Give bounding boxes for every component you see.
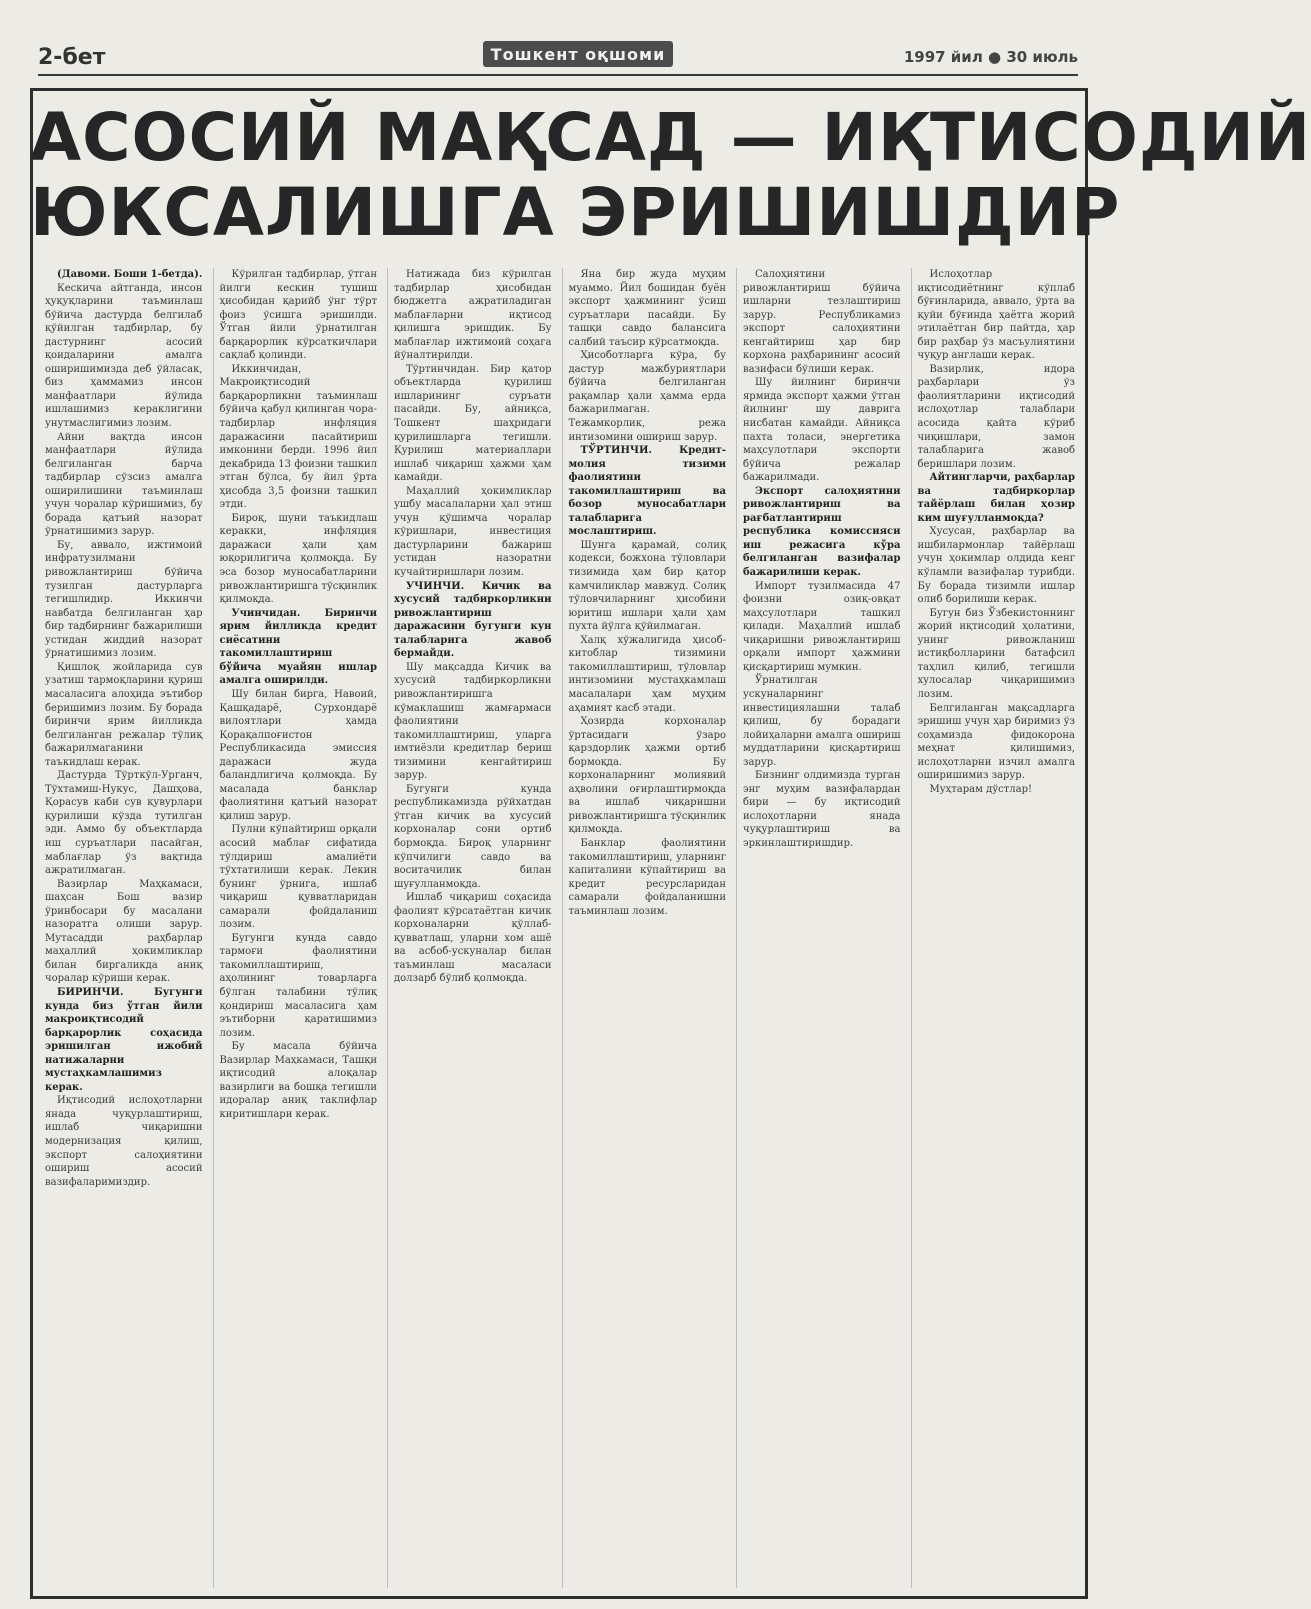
paragraph: Дастурда Тўрткўл-Урганч, Тўхтамиш-Нукус, Дашҳова, Қорасув каби сув қувурлари қурилиши кўзда тутилган эди. Аммо бу объектларда иш суръатлари пасайган, маблағлар ўз вақтида ажратилмаган. <box>45 770 203 877</box>
paragraph: Ишлаб чиқариш соҳасида фаолият кўрсатаётган кичик корхоналарни қўллаб-қувватлаш, уларни хом ашё ва асбоб-ускуналар билан таъминлаш масаласи долзарб бўлиб қолмоқда. <box>394 892 552 985</box>
paragraph: Бугунги кунда республикамизда рўйхатдан ўтган кичик ва хусусий корхоналар сони ортиб бормоқда. Бироқ уларнинг кўпчилиги савдо ва воситачилик билан шуғулланмоқда. <box>394 783 552 890</box>
paragraph: Ҳисоботларга кўра, бу дастур мажбуриятлари бўйича белгиланган рақамлар ҳали ҳамма ерда бажарилмаган. Тежамкорлик, режа интизомини ошириш зарур. <box>568 350 726 443</box>
paragraph: Кескича айтганда, инсон ҳуқуқларини таъминлаш бўйича дастурда белгилаб қўйилган тадбирлар, бу дастурнинг асосий қоидаларини амалга оширишимизда деб ўйласак, биз ҳаммамиз инсон манфаатлари йўлида ишлашимиз кераклигини унутмаслигимиз лозим. <box>45 282 203 430</box>
paragraph: Қишлоқ жойларида сув узатиш тармоқларини қуриш масаласига алоҳида эътибор беришимиз лозим. Бу борада биринчи ярим йилликда белгиланган режалар тўлиқ бажарилмаганини таъкидлаш керак. <box>45 661 203 768</box>
paragraph: Бироқ, шуни таъкидлаш керакки, инфляция даражаси ҳали ҳам юқорилигича қолмоқда. Бу эса бозор муносабатларини ривожлантиришга тўсқинлик қилмоқда. <box>219 512 378 606</box>
paragraph: Шу мақсадда Кичик ва хусусий тадбиркорликни ривожлантиришга кўмаклашиш жамғармаси фаолиятини такомиллаштириш, уларга имтиёзли кредитлар бериш тизимини кенгайтириш зарур. <box>394 661 552 782</box>
text-column-1 <box>45 268 203 1588</box>
paragraph: Ҳозирда корхоналар ўртасидаги ўзаро қарздорлик ҳажми ортиб бормоқда. Бу корхоналарнинг молиявий аҳволини оғирлаштирмоқда ва ишлаб чиқаришни ривожлантиришга тўсқинлик қилмоқда. <box>568 716 727 836</box>
paragraph: Пулни кўпайтириш орқали асосий маблағ сифатида тўлдириш амалиёти тўхтатилиши керак. Лекин бунинг ўрнига, ишлаб чиқариш қувватларидан самарали фойдаланиш лозим. <box>219 824 377 931</box>
paragraph: Хусусан, раҳбарлар ва ишбилармонлар тайёрлаш учун ҳокимлар олдида кенг кўламли вазифалар турибди. Бу борада тизимли ишлар олиб борилиши керак. <box>917 526 1075 606</box>
paragraph: Айни вақтда инсон манфаатлари йўлида белгиланган барча тадбирлар сўзсиз амалга оширилишини таъминлаш учун чоралар кўришимиз, бу борада қатъий назорат ўрнатишимиз зарур. <box>45 431 203 538</box>
paragraph: Маҳаллий ҳокимликлар ушбу масалаларни ҳал этиш учун қўшимча чоралар кўришлари, инвестиция дастурларини бажариш устидан назоратни кучайтиришлари лозим. <box>394 485 552 579</box>
text-column-2 <box>213 268 378 1588</box>
paragraph: Импорт тузилмасида 47 фоизни озиқ-овқат маҳсулотлари ташкил қилади. Маҳаллий ишлаб чиқаришни ривожлантириш орқали импорт ҳажмини қисқартириш мумкин. <box>743 580 901 673</box>
text-column-3 <box>387 268 552 1588</box>
bold-paragraph: БИРИНЧИ. Бугунги кунда биз ўтган йили макроиқтисодий барқарорлик соҳасида эришилган ижобий натижаларни мустаҳкамлашимиз керак. <box>45 986 203 1093</box>
paragraph: Шунга қарамай, солиқ кодекси, божхона тўловлари тизимида ҳам бир қатор камчиликлар мавжуд. Солиқ тўловчиларнинг ҳисобини юритиш ишлари ҳали ҳам пухта йўлга қўйилмаган. <box>568 539 726 633</box>
masthead-text: Тошкент оқшоми <box>490 44 666 64</box>
bold-paragraph: Экспорт салоҳиятини ривожлантириш ва рағбатлантириш республика комиссияси иш режасига кўра белгиланган вазифалар бажарилиши керак. <box>743 485 901 579</box>
paragraph: Бугунги кунда савдо тармоғи фаолиятини такомиллаштириш, аҳолининг товарларга бўлган талабини тўлиқ қондириш масаласига ҳам эътиборни қаратишимиз лозим. <box>219 932 377 1039</box>
article-body <box>45 268 1075 1588</box>
paragraph: Вазирлар Маҳкамаси, шаҳсан Бош вазир ўринбосари бу масалани назоратга олиши зарур. Мутасадди раҳбарлар маҳаллий ҳокимликлар билан биргаликда аниқ чоралар кўриши керак. <box>45 878 203 985</box>
paragraph: Шу йилнинг биринчи ярмида экспорт ҳажми ўтган йилнинг шу даврига нисбатан камайди. Айниқса пахта толаси, энергетика маҳсулотлари экспорти бўйича режалар бажарилмади. <box>743 377 901 484</box>
paragraph: Салоҳиятини ривожлантириш бўйича ишларни тезлаштириш зарур. Республикамиз экспорт салоҳиятини кенгайтириш ҳар бир корхона раҳбарининг асосий вазифаси бўлиши керак. <box>743 269 901 375</box>
closing-line: Муҳтарам дўстлар! <box>929 783 1032 795</box>
paragraph: Белгиланган мақсадларга эришиш учун ҳар биримиз ўз соҳамизда фидокорона меҳнат қилишимиз, ислоҳотларни изчил амалга оширишимиз зарур. <box>917 702 1075 782</box>
paragraph: Бу, аввало, ижтимоий инфратузилмани ривожлантириш бўйича тузилган дастурларга тегишлидир. Иккинчи навбатда белгиланган ҳар бир тадбирнинг бажарилиши устидан жиддий назорат ўрнатишимиз лозим. <box>45 539 203 660</box>
paragraph: Вазирлик, идора раҳбарлари ўз фаолиятларини иқтисодий ислоҳотлар талаблари асосида қайта кўриб чиқишлари, замон талабларига жавоб беришлари лозим. <box>917 363 1075 470</box>
paragraph: Иқтисодий ислоҳотларни янада чуқурлаштириш, ишлаб чиқаришни модернизация қилиш, экспорт салоҳиятини ошириш асосий вазифаларимиздир. <box>45 1095 203 1188</box>
headline-line-1: АСОСИЙ МАҚСАД — ИҚТИСОДИЙ <box>30 99 1311 176</box>
headline-line-2: ЮКСАЛИШГА ЭРИШИШДИР <box>30 174 1121 251</box>
page-number: 2-бет <box>38 44 106 70</box>
page-header <box>38 40 1078 76</box>
bold-paragraph: Айтингларчи, раҳбарлар ва тадбиркорлар тайёрлаш билан ҳозир ким шуғулланмоқда? <box>917 472 1075 524</box>
paragraph: Ўрнатилган ускуналарнинг инвестициялашни талаб қилиш, бу борадаги лойиҳаларни амалга ошириш муддатларини қисқартириш зарур. <box>743 675 901 768</box>
text-column-6 <box>911 268 1076 1588</box>
continuation-note: (Давоми. Боши 1-бетда). <box>57 269 203 280</box>
paragraph: Яна бир жуда муҳим муаммо. Йил бошидан буён экспорт ҳажмининг ўсиш суръатлари пасайди. Бу ташқи савдо балансига салбий таъсир кўрсатмоқда. <box>568 269 726 348</box>
paragraph: Банклар фаолиятини такомиллаштириш, уларнинг капиталини кўпайтириш ва кредит ресурсларидан самарали фойдаланишни таъминлаш лозим. <box>568 837 726 917</box>
text-column-4 <box>562 268 727 1588</box>
masthead-logo <box>483 41 673 67</box>
bold-paragraph: ТЎРТИНЧИ. Кредит-молия тизими фаолиятини такомиллаштириш ва бозор муносабатлари талабларига мослаштириш. <box>568 445 726 538</box>
paragraph: Халқ хўжалигида ҳисоб-китоблар тизимини такомиллаштириш, тўловлар интизомини мустаҳкамлаш масалалари ҳам муҳим аҳамият касб этади. <box>568 634 726 714</box>
paragraph: Кўрилган тадбирлар, ўтган йилги кескин тушиш ҳисобидан қарийб ўнг тўрт фоиз ўсишга эришилди. Ўтган йили ўрнатилган барқарорлик кўрсаткичлари сақлаб қолинди. <box>219 269 377 362</box>
article-headline <box>30 99 1311 251</box>
paragraph: Иккинчидан, Макроиқтисодий барқарорликни таъминлаш бўйича қабул қилинган чора-тадбирлар инфляция даражасини пасайтириш имконини берди. 1996 йил декабрида 13 фоизни ташкил этган бўлса, бу йил ўрта ҳисобда 3,5 фоизни ташкил этди. <box>219 363 377 511</box>
paragraph: Бу масала бўйича Вазирлар Маҳкамаси, Ташқи иқтисодий алоқалар вазирлиги ва бошқа тегишли идоралар аниқ таклифлар киритишлари керак. <box>219 1041 377 1120</box>
paragraph: Ислоҳотлар иқтисодиётнинг кўплаб бўғинларида, аввало, ўрта ва қуйи бўғинда ҳаётга жорий этилаётган бир пайтда, ҳар бир раҳбар ўз масъулиятини чуқур англаши керак. <box>917 269 1075 362</box>
paragraph: Натижада биз кўрилган тадбирлар ҳисобидан бюджетга ажратиладиган маблағларни иқтисод қилишга эришдик. Бу маблағлар ижтимоий соҳага йўналтирилди. <box>394 269 552 362</box>
text-column-5 <box>736 268 901 1588</box>
bold-paragraph: Учинчидан. Биринчи ярим йилликда кредит сиёсатини такомиллаштириш бўйича муайян ишлар амалга оширилди. <box>219 607 377 687</box>
paragraph: Бизнинг олдимизда турган энг муҳим вазифалардан бири — бу иқтисодий ислоҳотларни янада чуқурлаштириш ва эркинлаштиришдир. <box>743 770 901 849</box>
bold-paragraph: УЧИНЧИ. Кичик ва хусусий тадбиркорликни ривожлантириш даражасини бугунги кун талабларига жавоб бермайди. <box>394 580 552 660</box>
paragraph: Шу билан бирга, Навоий, Қашқадарё, Сурхондарё вилоятлари ҳамда Қорақалпоғистон Республикасида эмиссия даражаси жуда баландлигича қолмоқда. Бу масалада банклар фаолиятини қатъий назорат қилиш зарур. <box>219 688 377 822</box>
issue-date: 1997 йил ● 30 июль <box>903 48 1078 66</box>
paragraph: Бугун биз Ўзбекистоннинг жорий иқтисодий ҳолатини, унинг ривожланиш истиқболларини батафсил таҳлил қилиб, тегишли хулосалар чиқаришимиз лозим. <box>917 607 1075 700</box>
paragraph: Тўртинчидан. Бир қатор объектларда қурилиш ишларининг суръати пасайди. Бу, айниқса, Тошкент шаҳридаги қурилишларга тегишли. Қурилиш материаллари ишлаб чиқариш ҳажми ҳам камайди. <box>394 363 552 484</box>
